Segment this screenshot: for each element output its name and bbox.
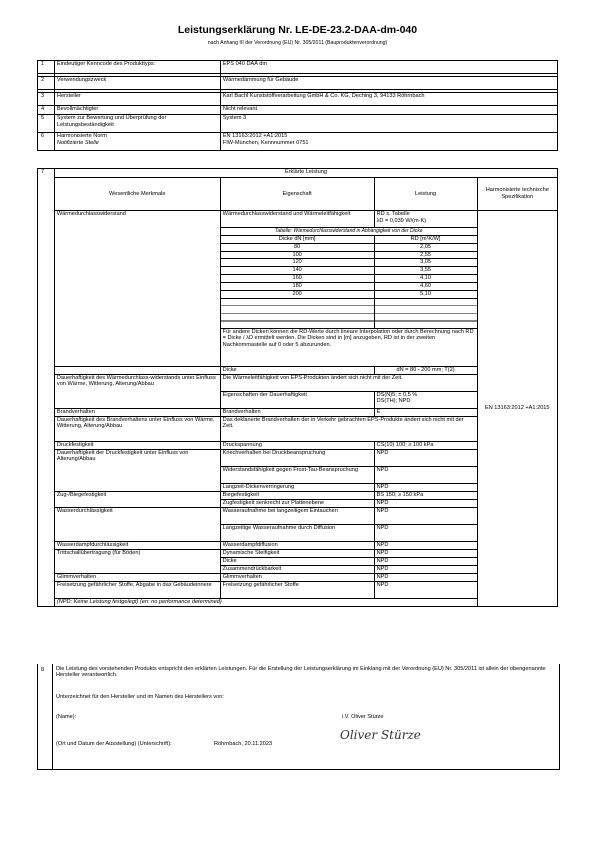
wdw-dicke: 160 bbox=[220, 275, 374, 283]
leist-frost: NPD bbox=[374, 466, 477, 483]
leist-dicke: NPD bbox=[374, 557, 477, 565]
wdw-rd: 5,10 bbox=[374, 290, 477, 298]
section-8-place-value: Röhrnbach, 20.11.2023 bbox=[214, 741, 273, 747]
merkmal-zug: Zug-/Biegefestigkeit bbox=[54, 491, 220, 507]
eig-wdw: Wärmedurchlasswiderstand und Wärmeleitfähigkeit bbox=[220, 211, 374, 228]
document-subtitle: nach Anhang III der Verordnung (EU) Nr. 305/2011 (Bauproduktenverordnung) bbox=[207, 40, 388, 46]
eig-frost: Widerstandsfähigkeit gegen Frost-Tau-Beanspruchung bbox=[220, 466, 374, 483]
row-1-label: Eindeutiger Kenncode des Produkttyps: bbox=[54, 61, 220, 74]
eig-dauer-wdw-a: Die Wärmeleitfähigkeit von EPS-Produkten ändert sich nicht mit der Zeit. bbox=[220, 374, 477, 391]
eig-zugfest: Zugfestigkeit senkrecht zur Plattenebene bbox=[220, 499, 374, 507]
wdw-note: Für andere Dicken können die RD-Werte durch lineare Interpolation oder durch Berechnung nach RD = Dicke / λD ermittelt werden. Die Dicken sind in [m] anzugeben, RD ist in der zweiten Nachkommastelle auf 0 oder 5 abzurunden. bbox=[220, 328, 477, 366]
row-6-value-norm: EN 13163:2012 +A1:2015 bbox=[222, 133, 288, 139]
leist-dauer-wdw-1: DS(N)5; ± 0,5 % bbox=[376, 391, 418, 398]
leist-wasser-1: NPD bbox=[374, 507, 477, 524]
leist-dampf: NPD bbox=[374, 541, 477, 549]
section-8 bbox=[37, 664, 560, 770]
wdw-dicke: 140 bbox=[220, 267, 374, 275]
row-6-value-stelle: FIW-München, Kennnummer 0751 bbox=[222, 139, 309, 146]
leist-kriech: NPD bbox=[374, 449, 477, 466]
eig-wasser-1: Wasseraufnahme bei langzeitigem Eintauchen bbox=[220, 507, 374, 524]
leist-frei: NPD bbox=[374, 581, 477, 598]
wdw-rd: 2,05 bbox=[374, 243, 477, 251]
leist-glimm: NPD bbox=[374, 573, 477, 581]
merkmal-brand: Brandverhalten bbox=[54, 408, 220, 416]
declaration-table-top bbox=[37, 60, 558, 151]
eig-zusammen: Zusammendrückbarkeit bbox=[220, 565, 374, 573]
row-6-label-norm: Harmonisierte Norm bbox=[56, 133, 107, 139]
section-8-name-label: (Name): bbox=[56, 714, 77, 720]
section-8-signed-for: Unterzeichnet für den Hersteller und im Namen des Herstellers von: bbox=[56, 694, 224, 700]
leist-zusammen: NPD bbox=[374, 565, 477, 573]
merkmal-frei: Freisetzung gefährlicher Stoffe, Abgabe in das Gebäudeinnere bbox=[54, 581, 220, 598]
wdw-dicke-label: Dicke bbox=[220, 366, 374, 374]
eig-biege: Biegefestigkeit bbox=[220, 491, 374, 499]
wdw-col-dicke: Dicke dN [mm] bbox=[220, 236, 374, 244]
row-6 bbox=[38, 133, 558, 151]
row-6-num: 6 bbox=[38, 133, 55, 151]
section-8-place-label: (Ort und Datum der Ausstellung) (Unterschrift): bbox=[56, 741, 172, 747]
leist-brand: E bbox=[374, 408, 477, 416]
merkmal-wasser: Wasserdurchlässigkeit bbox=[54, 507, 220, 541]
handwritten-signature: Oliver Stürze bbox=[340, 728, 421, 742]
spec-value: EN 13163:2012 +A1:2015 bbox=[484, 404, 550, 411]
row-3-num: 3 bbox=[38, 93, 55, 106]
wdw-rd: 3,55 bbox=[374, 267, 477, 275]
wdw-rd: 3,05 bbox=[374, 259, 477, 267]
row-6-label-stelle: Notifizierte Stelle bbox=[56, 139, 99, 146]
row-3-label: Hersteller bbox=[54, 93, 220, 106]
merkmal-dauer-wdw: Dauerhaftigkeit des Wärmedurchlass-widerstands unter Einfluss von Wärme, Witterung, Alterung/Abbau bbox=[54, 374, 220, 408]
leist-dyn: NPD bbox=[374, 549, 477, 557]
wdw-dicke: 120 bbox=[220, 259, 374, 267]
row-2 bbox=[38, 77, 558, 90]
section-8-text: Die Leistung des vorstehenden Produkts entspricht den erklärten Leistungen. Für die Erstellung der Leistungserklärung im Einklang mit der Verordnung (EU) Nr. 305/2011 ist allein der obengenannte Hersteller verantwortlich. bbox=[56, 666, 546, 678]
table-header-row bbox=[38, 178, 558, 211]
row-2-num: 2 bbox=[38, 77, 55, 90]
wdw-dicke: 180 bbox=[220, 282, 374, 290]
row-1 bbox=[38, 61, 558, 74]
row-7-title: Erklärte Leistung bbox=[54, 169, 557, 178]
eig-dauer-wdw-b: Eigenschaften der Dauerhaftigkeit bbox=[220, 391, 374, 408]
row-5-value: System 3 bbox=[220, 115, 557, 133]
row-2-value: Wärmedämmung für Gebäude bbox=[220, 77, 557, 90]
leist-biege: BS 150; ≥ 150 kPa bbox=[374, 491, 477, 499]
section-8-name-value: i.V. Oliver Stürze bbox=[342, 714, 384, 720]
leist-dauer-wdw-2: DS(TH); NPD bbox=[376, 398, 411, 405]
wdw-dicke: 100 bbox=[220, 251, 374, 259]
merkmal-dampf: Wasserdampfdurchlässigkeit bbox=[54, 541, 220, 549]
performance-table bbox=[37, 168, 558, 607]
leist-wasser-2: NPD bbox=[374, 524, 477, 541]
header-eigenschaft: Eigenschaft bbox=[220, 178, 374, 211]
wdw-col-rd: RD [m²K/W] bbox=[374, 236, 477, 244]
row-5-label: System zur Bewertung und Überprüfung der Leistungsbeständigkeit bbox=[54, 115, 220, 133]
npd-footnote: (NPD: Keine Leistung festgelegt) (en: no performance determined) bbox=[54, 598, 557, 606]
leist-zugfest: NPD bbox=[374, 499, 477, 507]
eig-dicke: Dicke bbox=[220, 557, 374, 565]
row-7-num: 7 bbox=[38, 169, 55, 178]
eig-glimm: Glimmverhalten bbox=[220, 573, 374, 581]
eig-dyn: Dynamische Steifigkeit bbox=[220, 549, 374, 557]
leist-langzeit-dicke: NPD bbox=[374, 483, 477, 491]
leist-wdw-1: RD s. Tabelle bbox=[376, 211, 410, 217]
wdw-caption: Tabelle: Wärmedurchlasswiderstand in Abhängigkeit von der Dicke bbox=[220, 228, 477, 236]
eig-druck: Druckspannung bbox=[220, 441, 374, 449]
eig-kriech: Kriechverhalten bei Druckbeanspruchung bbox=[220, 449, 374, 466]
wdw-rd: 2,55 bbox=[374, 251, 477, 259]
row-4-num: 4 bbox=[38, 106, 55, 115]
row-3 bbox=[38, 93, 558, 106]
row-3-value: Karl Bachl Kunststoffverarbeitung GmbH & Co. KG, Deching 3, 94133 Röhrnbach bbox=[220, 93, 557, 106]
merkmal-dauer-druck: Dauerhaftigkeit der Druckfestigkeit unter Einfluss von Alterung/Abbau bbox=[54, 449, 220, 491]
row-wdw bbox=[38, 211, 558, 228]
merkmal-tritt: Trittschallübertragung (für Böden) bbox=[54, 549, 220, 573]
leist-wdw-2: λD = 0,039 W/(m·K) bbox=[376, 217, 427, 224]
wdw-dicke: 80 bbox=[220, 243, 374, 251]
row-5 bbox=[38, 115, 558, 133]
section-8-num: 8 bbox=[41, 667, 45, 673]
row-4 bbox=[38, 106, 558, 115]
document-title: Leistungserklärung Nr. LE-DE-23.2-DAA-dm-040 bbox=[177, 24, 418, 36]
wdw-rd: 4,60 bbox=[374, 282, 477, 290]
row-4-label: Bevollmächtigter bbox=[54, 106, 220, 115]
row-4-value: Nicht relevant bbox=[220, 106, 557, 115]
row-5-num: 5 bbox=[38, 115, 55, 133]
header-leistung: Leistung bbox=[374, 178, 477, 211]
header-spezifikation: Harmonisierte technische Spezifikation bbox=[477, 178, 557, 211]
eig-frei: Freisetzung gefährlicher Stoffe bbox=[220, 581, 374, 598]
row-7-heading bbox=[38, 169, 558, 178]
eig-brand: Brandverhalten bbox=[220, 408, 374, 416]
row-1-num: 1 bbox=[38, 61, 55, 74]
wdw-dicke: 200 bbox=[220, 290, 374, 298]
eig-dampf: Wasserdampfdiffusion bbox=[220, 541, 374, 549]
eig-wasser-2: Langzeitige Wasseraufnahme durch Diffusion bbox=[220, 524, 374, 541]
row-1-value: EPS 040 DAA dm bbox=[220, 61, 557, 74]
leist-druck: CS(10) 100; ≥ 100 kPa bbox=[374, 441, 477, 449]
wdw-dicke-value: dN = 80 - 200 mm; T(2) bbox=[374, 366, 477, 374]
merkmal-dauer-brand: Dauerhaftigkeit des Brandverhaltens unter Einfluss von Wärme, Witterung, Alterung/Abbau bbox=[54, 416, 220, 441]
wdw-rd: 4,10 bbox=[374, 275, 477, 283]
eig-dauer-brand: Das deklarierte Brandverhalten der in Verkehr gebrachten EPS-Produkte ändert sich nicht mit der Zeit. bbox=[220, 416, 477, 441]
eig-langzeit-dicke: Langzeit-Dickenverringerung bbox=[220, 483, 374, 491]
merkmal-wdw: Wärmedurchlasswiderstand bbox=[54, 211, 220, 367]
row-2-label: Verwendungszweck bbox=[54, 77, 220, 90]
merkmal-druck: Druckfestigkeit bbox=[54, 441, 220, 449]
merkmal-glimm: Glimmverhalten bbox=[54, 573, 220, 581]
header-merkmale: Wesentliche Merkmale bbox=[54, 178, 220, 211]
